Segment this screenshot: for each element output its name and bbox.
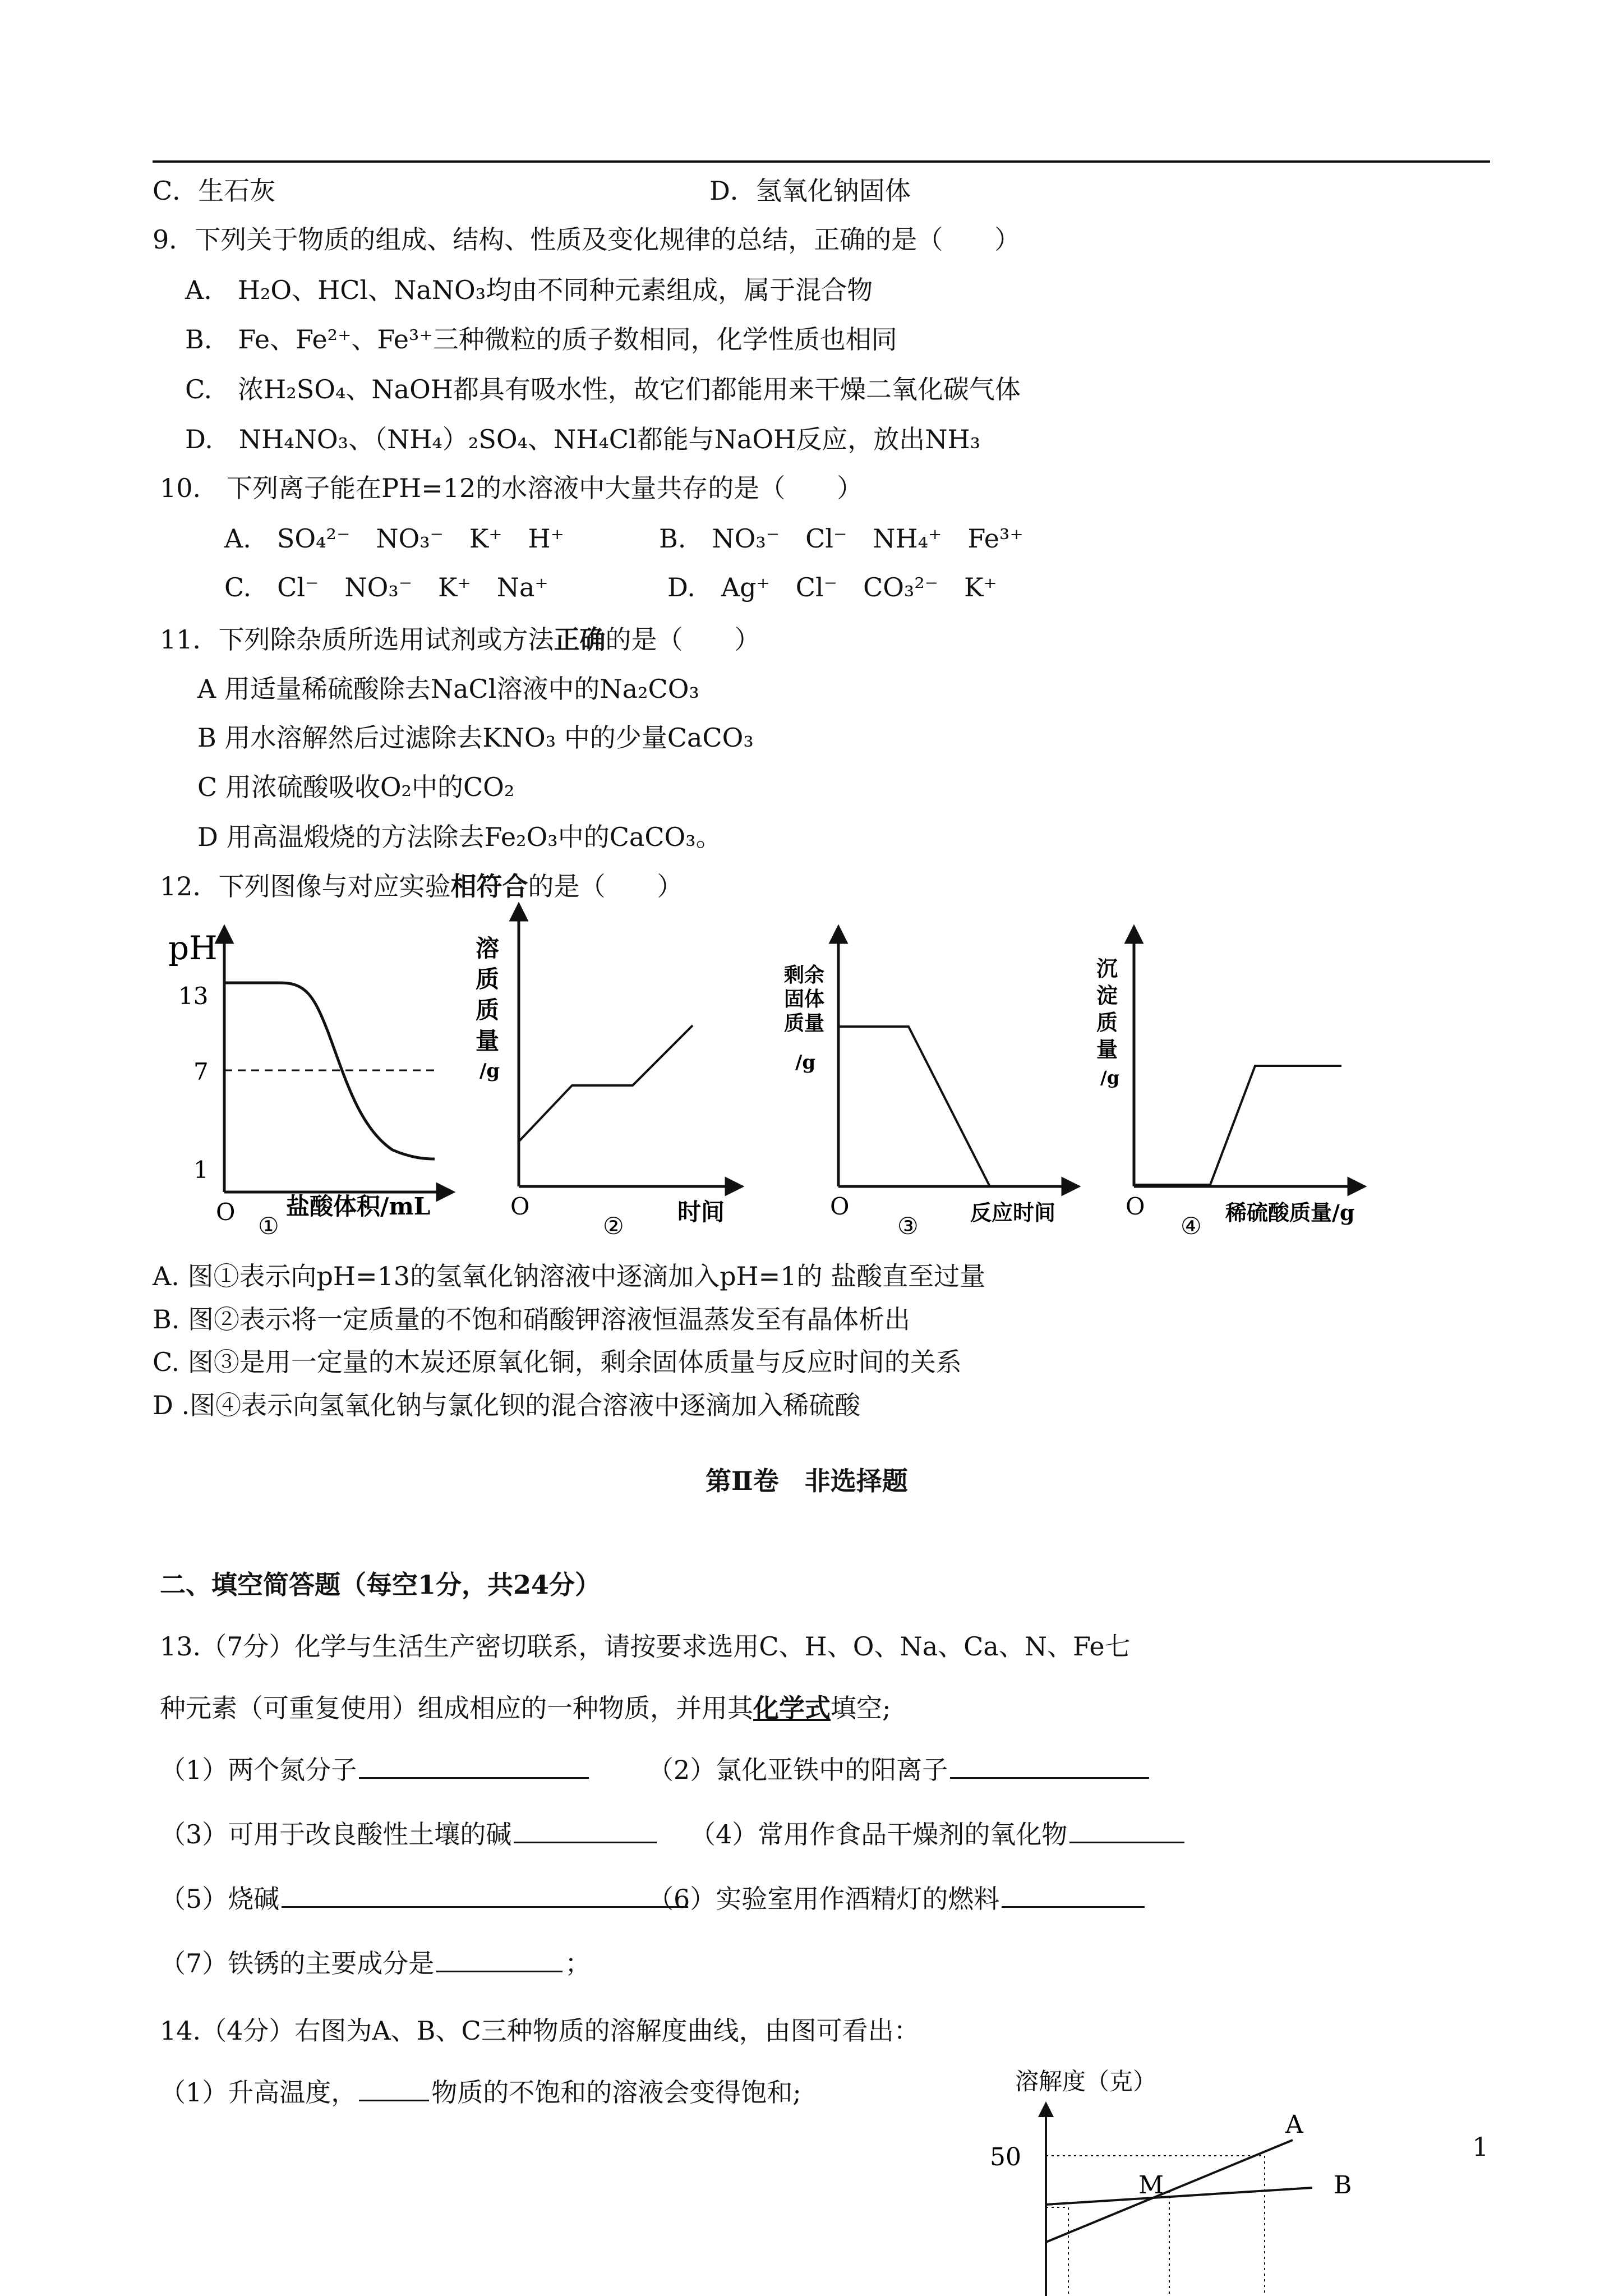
q13-item-2: （2）氯化亚铁中的阳离子 [648, 1753, 1151, 1787]
q10-option-d: D. Ag⁺ Cl⁻ CO₃²⁻ K⁺ [667, 572, 997, 602]
solubility-tick-50: 50 [990, 2143, 1021, 2171]
section-heading: 二、填空简答题（每空1分，共24分） [160, 1570, 601, 1600]
q14-stem: 14.（4分）右图为A、B、C三种物质的溶解度曲线，由图可看出： [160, 2016, 920, 2046]
graph-3-origin: O [830, 1193, 850, 1220]
q13-item-3: （3）可用于改良酸性土壤的碱 [160, 1818, 659, 1851]
q13-stem-line1: 13.（7分）化学与生活生产密切联系，请按要求选用C、H、O、Na、Ca、N、Fe七 [160, 1631, 1131, 1662]
graph-4 [1096, 934, 1357, 1240]
graph-1-tick-1: 1 [193, 1156, 209, 1184]
q13-item-5: （5）烧碱 [160, 1882, 690, 1916]
q10-option-b: B. NO₃⁻ Cl⁻ NH₄⁺ Fe³⁺ [659, 523, 1023, 554]
graph-2-ylabel-3: 质 [476, 996, 500, 1024]
q9-option-d: D. NH₄NO₃、（NH₄）₂SO₄、NH₄Cl都能与NaOH反应，放出NH₃ [185, 424, 981, 454]
graph-2-xlabel: 时间 [677, 1198, 725, 1226]
graph-4-curve [1134, 1066, 1341, 1185]
q12-option-a: A. 图①表示向pH=13的氢氧化钠溶液中逐滴加入pH=1的 盐酸直至过量 [153, 1261, 986, 1291]
graph-2-origin: O [510, 1193, 530, 1220]
q13-blank-4[interactable] [1069, 1818, 1184, 1843]
q9-option-b: B. Fe、Fe²⁺、Fe³⁺三种微粒的质子数相同，化学性质也相同 [185, 324, 897, 355]
q11-option-c: C 用浓硫酸吸收O₂中的CO₂ [197, 772, 515, 802]
q11-stem: 11．下列除杂质所选用试剂或方法正确的是（ ） [160, 624, 760, 655]
graph-3 [784, 934, 1071, 1240]
solubility-chart [953, 2053, 1458, 2296]
solubility-label-a: A [1285, 2110, 1303, 2139]
graph-3-ylabel-1: 剩余 [784, 963, 825, 987]
graph-3-unit: /g [795, 1051, 816, 1074]
q13-blank-3[interactable] [514, 1818, 657, 1843]
q9-option-a: A. H₂O、HCl、NaNO₃均由不同种元素组成，属于混合物 [185, 275, 873, 305]
graph-1-xlabel: 盐酸体积/mL [286, 1193, 431, 1220]
graph-3-ylabel-2: 固体 [784, 987, 825, 1011]
q12-option-d: D .图④表示向氢氧化钠与氯化钡的混合溶液中逐滴加入稀硫酸 [153, 1390, 861, 1420]
q14-item-1: （1）升高温度， 物质的不饱和的溶液会变得饱和; [160, 2077, 801, 2108]
graph-4-ylabel-1: 沉 [1096, 956, 1118, 981]
graph-1-number: ① [258, 1212, 279, 1240]
graph-3-ylabel-3: 质量 [784, 1011, 825, 1035]
page-number: 1 [1472, 2132, 1489, 2162]
graph-4-number: ④ [1181, 1212, 1202, 1240]
q13-stem-line2: 种元素（可重复使用）组成相应的一种物质，并用其化学式填空; [160, 1693, 891, 1723]
graph-1-ylabel: pH [168, 929, 218, 967]
graph-1-origin: O [216, 1198, 236, 1226]
q9-stem: 9．下列关于物质的组成、结构、性质及变化规律的总结，正确的是（ ） [153, 224, 1021, 255]
q13-item-7: （7）铁锈的主要成分是 ； [160, 1948, 591, 1978]
graph-3-curve [838, 1027, 990, 1186]
graph-4-ylabel-3: 质 [1096, 1010, 1118, 1035]
graph-3-xlabel: 反应时间 [970, 1200, 1056, 1225]
q13-item-1: （1）两个氮分子 [160, 1753, 591, 1787]
graph-1-tick-13: 13 [178, 982, 209, 1010]
graph-4-ylabel-4: 量 [1096, 1037, 1118, 1062]
graph-2-number: ② [603, 1212, 624, 1240]
q13-item-6: （6）实验室用作酒精灯的燃料 [648, 1882, 1147, 1916]
q9-option-c: C. 浓H₂SO₄、NaOH都具有吸水性，故它们都能用来干燥二氧化碳气体 [185, 374, 1021, 404]
graph-1 [168, 929, 446, 1240]
q13-blank-5[interactable] [282, 1883, 688, 1908]
part2-title: 第Ⅱ卷 非选择题 [706, 1466, 908, 1496]
graph-2-curve [519, 1025, 693, 1142]
q13-blank-7[interactable] [436, 1947, 562, 1972]
q11-option-a: A 用适量稀硫酸除去NaCl溶液中的Na₂CO₃ [197, 674, 699, 704]
q12-stem: 12．下列图像与对应实验相符合的是（ ） [160, 871, 683, 901]
graph-1-tick-7: 7 [193, 1058, 209, 1085]
graph-2-unit: /g [479, 1060, 500, 1082]
solubility-curve-b [1046, 2188, 1312, 2205]
graph-2-ylabel-1: 溶 [476, 935, 500, 962]
q11-option-b: B 用水溶解然后过滤除去KNO₃ 中的少量CaCO₃ [197, 723, 754, 753]
q13-blank-1[interactable] [359, 1754, 589, 1779]
graph-4-ylabel-2: 淀 [1096, 983, 1118, 1008]
graph-2-ylabel-4: 量 [476, 1027, 500, 1055]
q13-blank-6[interactable] [1002, 1883, 1145, 1908]
q10-stem: 10. 下列离子能在PH=12的水溶液中大量共存的是（ ） [160, 473, 863, 503]
q13-blank-2[interactable] [950, 1754, 1149, 1779]
q12-option-c: C. 图③是用一定量的木炭还原氧化铜，剩余固体质量与反应时间的关系 [153, 1347, 962, 1377]
graph-4-unit: /g [1100, 1067, 1120, 1088]
graph-2-ylabel-2: 质 [476, 965, 500, 993]
q8-option-d: D．氢氧化钠固体 [709, 176, 911, 206]
graph-2 [476, 912, 735, 1240]
graph-4-xlabel: 稀硫酸质量/g [1225, 1200, 1355, 1225]
graph-3-number: ③ [897, 1212, 919, 1240]
solubility-label-m: M [1138, 2171, 1164, 2200]
q10-option-a: A. SO₄²⁻ NO₃⁻ K⁺ H⁺ [224, 523, 564, 554]
q8-option-c: C．生石灰 [153, 176, 276, 206]
solubility-ylabel: 溶解度（克） [1015, 2068, 1157, 2095]
q11-option-d: D 用高温煅烧的方法除去Fe₂O₃中的CaCO₃。 [197, 822, 722, 852]
solubility-label-b: B [1334, 2171, 1352, 2200]
q13-item-4: （4）常用作食品干燥剂的氧化物 [690, 1818, 1187, 1851]
graph-4-origin: O [1126, 1193, 1145, 1220]
q12-option-b: B. 图②表示将一定质量的不饱和硝酸钾溶液恒温蒸发至有晶体析出 [153, 1304, 911, 1335]
q14-blank-1[interactable] [359, 2076, 429, 2101]
q10-option-c: C. Cl⁻ NO₃⁻ K⁺ Na⁺ [224, 572, 548, 602]
